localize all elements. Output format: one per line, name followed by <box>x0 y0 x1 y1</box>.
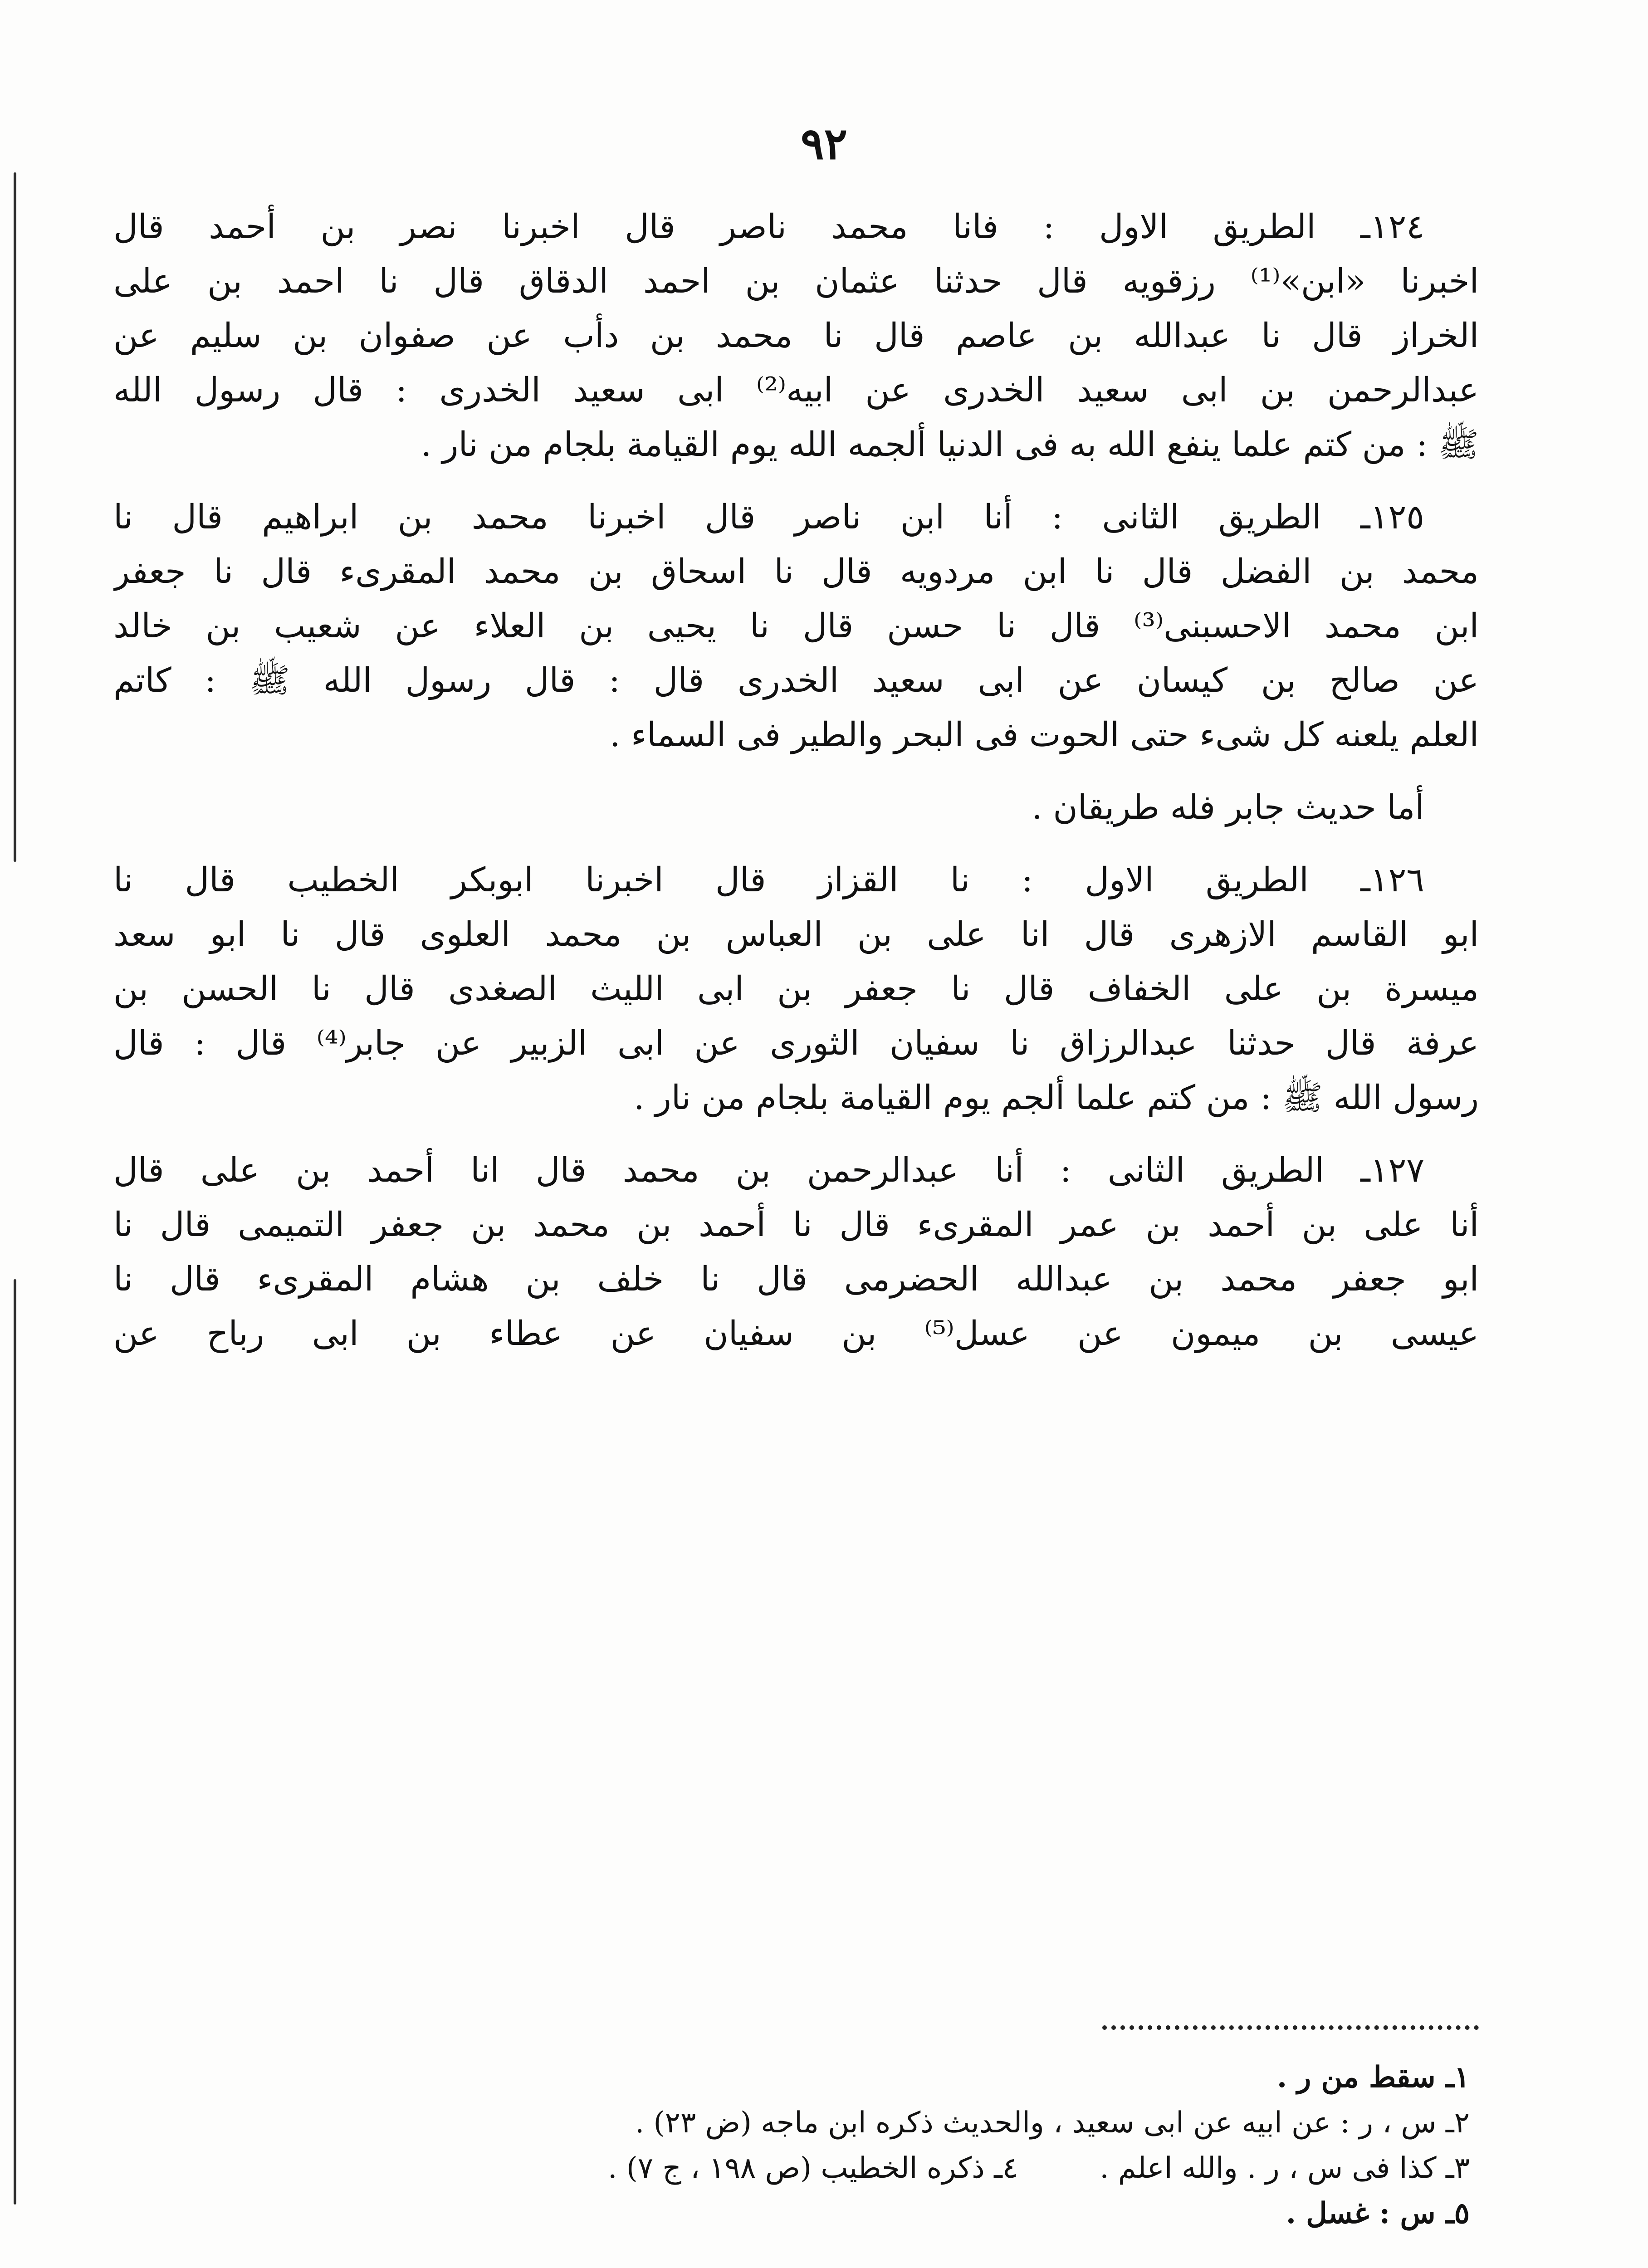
text-line: أما حديث جابر فله طريقان . <box>1032 788 1424 827</box>
text-line: محمد بن الفضل قال نا ابن مردويه قال نا اسحاق بن محمد المقرىء قال نا جعفر <box>113 552 1479 591</box>
scan-edge-mark <box>14 1279 16 2204</box>
text-line: ابو جعفر محمد بن عبدالله الحضرمى قال نا خلف بن هشام المقرىء قال نا <box>113 1260 1479 1299</box>
text-line: عبدالرحمن بن ابى سعيد الخدرى عن ابيه⁽²⁾ ابى سعيد الخدرى : قال رسول الله <box>113 371 1479 410</box>
text-line: عرفة قال حدثنا عبدالرزاق نا سفيان الثورى عن ابى الزبير عن جابر⁽⁴⁾ قال : قال <box>113 1024 1479 1063</box>
footnote: ١ـ سقط من ر . <box>1276 2060 1470 2094</box>
paragraph-126 <box>113 853 1479 1125</box>
text-line: ابن محمد الاحسبنى⁽³⁾ قال نا حسن قال نا يحيى بن العلاء عن شعيب بن خالد <box>113 606 1479 645</box>
text-line: عن صالح بن كيسان عن ابى سعيد الخدرى قال : قال رسول الله ﷺ : كاتم <box>113 661 1479 700</box>
paragraph-127 <box>113 1143 1479 1361</box>
footnote-separator <box>1102 2025 1479 2030</box>
text-line: أنا على بن أحمد بن عمر المقرىء قال نا أحمد بن محمد بن جعفر التميمى قال نا <box>113 1205 1479 1244</box>
text-line: ١٢٤ـ الطريق الاول : فانا محمد ناصر قال اخبرنا نصر بن أحمد قال <box>113 207 1424 246</box>
text-line: ١٢٥ـ الطريق الثانى : أنا ابن ناصر قال اخبرنا محمد بن ابراهيم قال نا <box>113 498 1424 537</box>
paragraph-124 <box>113 200 1479 472</box>
text-line: ١٢٧ـ الطريق الثانى : أنا عبدالرحمن بن محمد قال انا أحمد بن على قال <box>113 1151 1424 1190</box>
footnote: ٣ـ كذا فى س ، ر . والله اعلم . <box>1100 2151 1470 2185</box>
text-line: العلم يلعنه كل شىء حتى الحوت فى البحر والطير فى السماء . <box>610 715 1479 754</box>
footnote: ٢ـ س ، ر : عن ابيه عن ابى سعيد ، والحديث ذكره ابن ماجه (ض ٢٣) . <box>635 2106 1470 2140</box>
text-line: رسول الله ﷺ : من كتم علما ألجم يوم القيامة بلجام من نار . <box>634 1078 1479 1117</box>
text-line: ﷺ : من كتم علما ينفع الله به فى الدنيا ألجمه الله يوم القيامة بلجام من نار . <box>421 425 1479 464</box>
paragraph-jabir-intro <box>113 780 1479 835</box>
text-line: اخبرنا «ابن»⁽¹⁾ رزقويه قال حدثنا عثمان بن احمد الدقاق قال نا احمد بن على <box>113 262 1479 301</box>
footnotes <box>113 2055 1470 2236</box>
text-line: ميسرة بن على الخفاف قال نا جعفر بن ابى الليث الصغدى قال نا الحسن بن <box>113 969 1479 1008</box>
text-line: ابو القاسم الازهرى قال انا على بن العباس بن محمد العلوى قال نا ابو سعد <box>113 915 1479 954</box>
text-line: ١٢٦ـ الطريق الاول : نا القزاز قال اخبرنا ابوبكر الخطيب قال نا <box>113 860 1424 899</box>
scan-edge-mark <box>14 172 16 862</box>
footnote: ٤ـ ذكره الخطيب (ص ١٩٨ ، ج ٧) . <box>608 2151 1018 2185</box>
body-text <box>113 200 1479 1361</box>
footnote-row <box>113 2146 1470 2191</box>
paragraph-125 <box>113 490 1479 762</box>
text-line: الخراز قال نا عبدالله بن عاصم قال نا محمد بن دأب عن صفوان بن سليم عن <box>113 316 1479 355</box>
footnote: ٥ـ س : غسل . <box>1286 2196 1470 2230</box>
text-line: عيسى بن ميمون عن عسل⁽⁵⁾ بن سفيان عن عطاء بن ابى رباح عن <box>113 1314 1479 1353</box>
page-number: ٩٢ <box>800 118 848 169</box>
